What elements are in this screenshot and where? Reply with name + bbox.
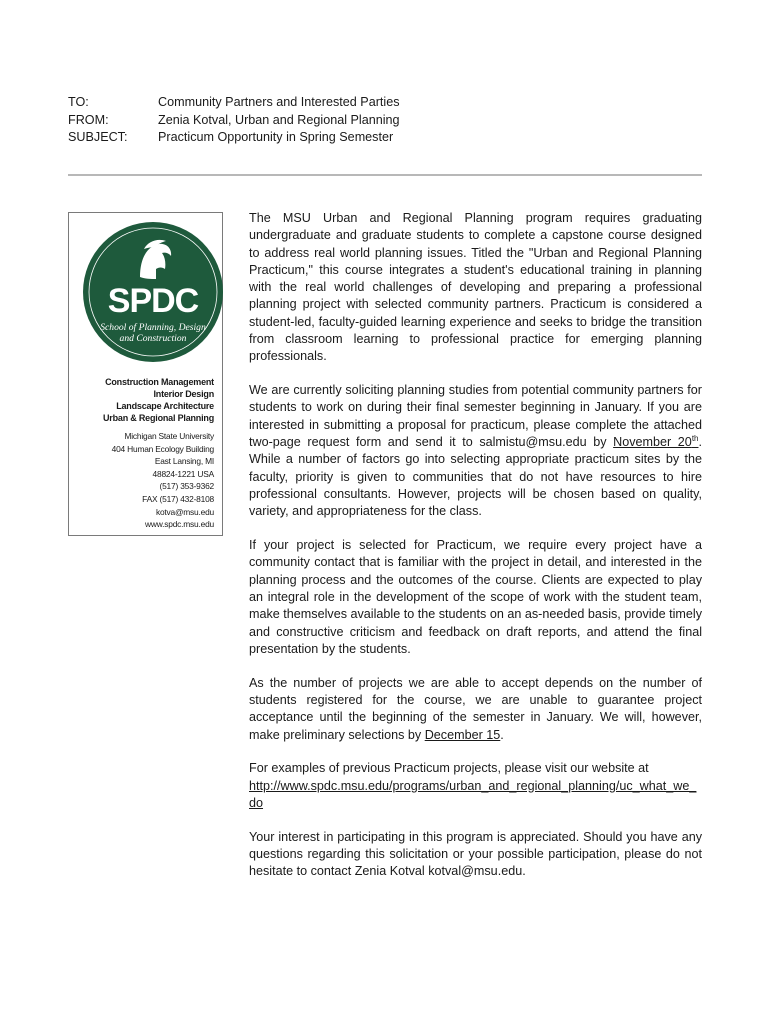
subject-label: SUBJECT: xyxy=(68,130,128,144)
letterhead-sidebar xyxy=(68,212,223,536)
website-line: www.spdc.msu.edu xyxy=(145,519,214,530)
address-line: 404 Human Ecology Building xyxy=(111,443,214,454)
department-item: Interior Design xyxy=(153,389,214,399)
email-line: kotva@msu.edu xyxy=(155,506,214,517)
deadline-date-suffix: th xyxy=(691,433,699,443)
practicum-website-link[interactable]: http://www.spdc.msu.edu/programs/urban_and_regional_planning/uc_what_we_do xyxy=(249,778,697,810)
paragraph-intro: The MSU Urban and Regional Planning program requires graduating undergraduate and graduate students to complete a capstone course designed to address real world planning issues. Titled the "Urban and Regional Planning Practicum," this course integrates a student's educational training in planning with the real world challenges of developing and preparing a professional planning project with selected community partners. Practicum is considered a student-led, faculty-guided learning experience and seeks to bridge the transition from classroom learning to professional practice for emerging planning professionals. xyxy=(249,211,702,364)
header-divider xyxy=(68,174,702,176)
address-line: East Lansing, MI xyxy=(154,456,214,467)
department-list xyxy=(103,376,214,424)
logo-acronym: SPDC xyxy=(107,282,199,320)
address-block xyxy=(112,430,214,531)
deadline-date xyxy=(613,435,698,449)
logo-school-line2: and Construction xyxy=(119,333,187,344)
deadline-date-text: November 20 xyxy=(613,435,692,450)
p2-text-b: . While a number of factors go into selecting appropriate practicum sites by the faculty, priority is given to communities that do not have resources to hire professional consultants. However, projects will be chosen based on quality, variety, and appropriateness for the class. xyxy=(249,435,702,519)
logo-school-line1: School of Planning, Design xyxy=(100,322,206,333)
paragraph-closing: Your interest in participating in this program is appreciated. Should you have any questions regarding this solicitation or your possible participation, please do not hesitate to contact Zenia Kotval kotval@msu.edu. xyxy=(249,829,702,879)
paragraph-solicitation xyxy=(249,382,702,520)
address-line: Michigan State University xyxy=(124,431,214,441)
spdc-logo xyxy=(80,219,226,365)
department-item: Construction Management xyxy=(105,377,214,387)
paragraph-selection xyxy=(249,675,702,744)
p2-text-a: We are currently soliciting planning studies from potential community partners for students to work on during their final semester beginning in January. If you are interested in submitting a proposal for practicum, please complete the attached two-page request form and send it to salmistu@msu.edu by xyxy=(249,383,702,450)
from-label: FROM: xyxy=(68,112,109,127)
letter-body xyxy=(249,210,702,897)
address-line: 48824-1221 USA xyxy=(152,468,214,479)
department-item: Landscape Architecture xyxy=(116,401,214,411)
paragraph-requirements: If your project is selected for Practicum, we require every project have a community contact that is familiar with the project in detail, and interested in the planning process and the outcomes of the course. Clients are expected to play an integral role in the development of the scope of work with the student team, make themselves available to the students on an as-needed basis, provide timely and constructive criticism and feedback on draft reports, and attend the final presentation by the students. xyxy=(249,538,702,656)
subject-value: Practicum Opportunity in Spring Semester xyxy=(158,130,394,144)
from-value: Zenia Kotval, Urban and Regional Planning xyxy=(158,112,400,127)
memo-to-row xyxy=(68,94,400,112)
fax-line: FAX (517) 432-8108 xyxy=(142,493,214,504)
to-value: Community Partners and Interested Parties xyxy=(158,95,400,109)
phone-line: (517) 353-9362 xyxy=(159,481,214,492)
to-label: TO: xyxy=(68,95,89,109)
p5-text: For examples of previous Practicum projects, please visit our website at xyxy=(249,761,649,776)
selection-date: December 15 xyxy=(424,727,501,742)
memo-from-row xyxy=(68,112,400,130)
p4-text-a: As the number of projects we are able to accept depends on the number of students registered for the course, we are unable to guarantee project acceptance until the beginning of the semester in January. We will, however, make preliminary selections by xyxy=(249,675,702,742)
memo-subject-row xyxy=(68,129,400,147)
p4-text-b: . xyxy=(500,727,504,742)
paragraph-examples xyxy=(249,760,702,812)
memo-header xyxy=(68,94,400,147)
department-item: Urban & Regional Planning xyxy=(102,413,214,423)
